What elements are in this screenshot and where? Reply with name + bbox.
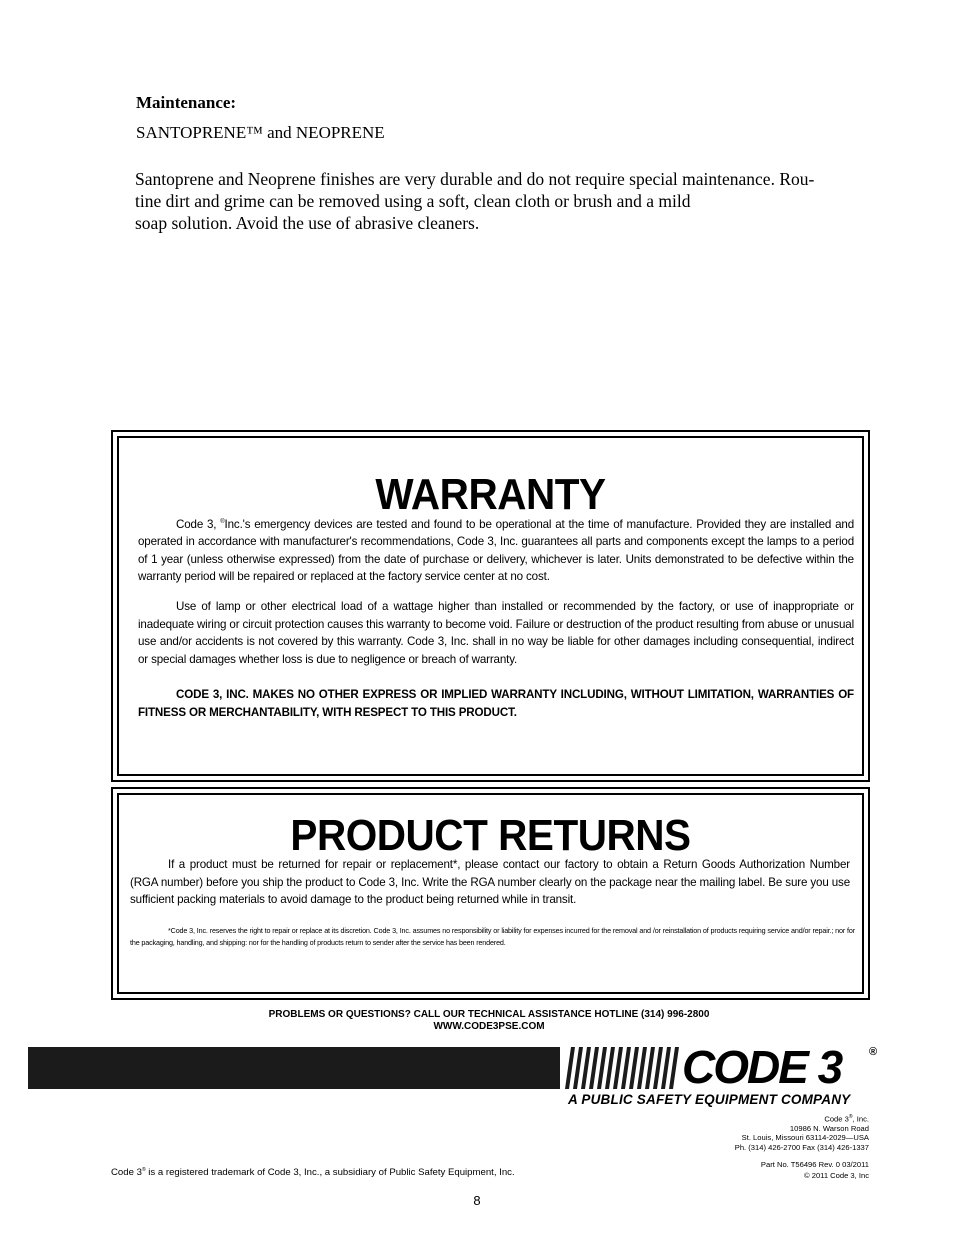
- returns-box: [111, 787, 870, 1000]
- registered-mark: ®: [220, 519, 225, 525]
- copyright: © 2011 Code 3, Inc: [804, 1171, 869, 1180]
- address-company: Code 3®, Inc.: [824, 1114, 869, 1124]
- maintenance-line: Santoprene and Neoprene finishes are very durable and do not require special maintenance. Rou-: [135, 169, 815, 189]
- brand-stripes-icon: [565, 1047, 685, 1089]
- returns-paragraph: [130, 856, 850, 909]
- company-address: [735, 1113, 869, 1152]
- returns-title: PRODUCT RETURNS: [290, 811, 691, 860]
- hotline-block: [0, 1009, 954, 1033]
- code3-logo: CODE 3: [682, 1041, 842, 1093]
- maintenance-line: soap solution. Avoid the use of abrasive cleaners.: [135, 213, 480, 233]
- returns-footnote-text: *Code 3, Inc. reserves the right to repair or replace at its discretion. Code 3, Inc. assumes no responsibility or liability for expenses incurred for the removal and /or reinstallation of products requiring service and/or repair.; nor for the packaging, handling, and shipping: nor for the handling of products return to sender after the service has been rendered.: [130, 926, 855, 947]
- address-phone: Ph. (314) 426-2700 Fax (314) 426-1337: [734, 1142, 869, 1152]
- returns-footnote: [130, 925, 855, 948]
- address-city: St. Louis, Missouri 63114-2029—USA: [741, 1133, 869, 1143]
- maintenance-heading: Maintenance:: [136, 93, 237, 112]
- website-link[interactable]: WWW.CODE3PSE.COM: [433, 1021, 545, 1032]
- warranty-box: [111, 430, 870, 782]
- warranty-paragraph: [138, 514, 854, 586]
- maintenance-line: tine dirt and grime can be removed using a soft, clean cloth or brush and a mild: [135, 191, 691, 211]
- warranty-title: WARRANTY: [375, 470, 606, 519]
- returns-p1-text: If a product must be returned for repair or replacement*, please contact our factory to obtain a Return Goods Authorization Number (RGA number) before you ship the product to Code 3, Inc. Write the RGA number clearly on the package near the mailing label. Be sure you use sufficient packing materials to avoid damage to the product being returned while in transit.: [130, 858, 850, 906]
- warranty-p1-prefix: Code 3,: [176, 517, 217, 531]
- address-street: 10986 N. Warson Road: [789, 1123, 869, 1133]
- warranty-p3-text: CODE 3, INC. MAKES NO OTHER EXPRESS OR IMPLIED WARRANTY INCLUDING, WITHOUT LIMITATION, WARRANTIES OF FITNESS OR MERCHANTABILITY, WITH RESPECT TO THIS PRODUCT.: [138, 688, 854, 719]
- warranty-p2-text: Use of lamp or other electrical load of a wattage higher than installed or recommended by the factory, or use of inappropriate or inadequate wiring or circuit protection causes this warranty to become void. Failure or destruction of the product resulting from abuse or unusual use and/or accidents is not covered by this warranty. Code 3, Inc. shall in no way be liable for other damages including consequential, indirect or special damages whether loss is due to negligence or breach of warranty.: [138, 600, 854, 666]
- maintenance-body: [135, 168, 865, 234]
- brand-tagline: A PUBLIC SAFETY EQUIPMENT COMPANY: [568, 1092, 851, 1107]
- logo-registered-mark: ®: [869, 1046, 878, 1058]
- page-number: 8: [473, 1193, 481, 1208]
- warranty-p1-text: Inc.'s emergency devices are tested and found to be operational at the time of manufacture. Provided they are installed and operated in accordance with manufacturer's recommendations, Code 3, Inc. guarantees all parts and components except the lamps to a period of 1 year (unless otherwise expressed) from the date of purchase or delivery, whichever is later. Units demonstrated to be defective within the warranty period will be repaired or replaced at the factory service center at no cost.: [138, 517, 855, 584]
- maintenance-subheading: SANTOPRENE™ and NEOPRENE: [136, 123, 385, 142]
- warranty-disclaimer: [138, 686, 854, 721]
- part-number: Part No. T56496 Rev. 0 03/2011: [760, 1160, 869, 1169]
- trademark-notice: Code 3® is a registered trademark of Code 3, Inc., a subsidiary of Public Safety Equipment, Inc.: [111, 1167, 515, 1179]
- part-info: [761, 1159, 869, 1181]
- warranty-paragraph: [138, 598, 854, 668]
- hotline-text: PROBLEMS OR QUESTIONS? CALL OUR TECHNICAL ASSISTANCE HOTLINE (314) 996-2800: [268, 1009, 710, 1020]
